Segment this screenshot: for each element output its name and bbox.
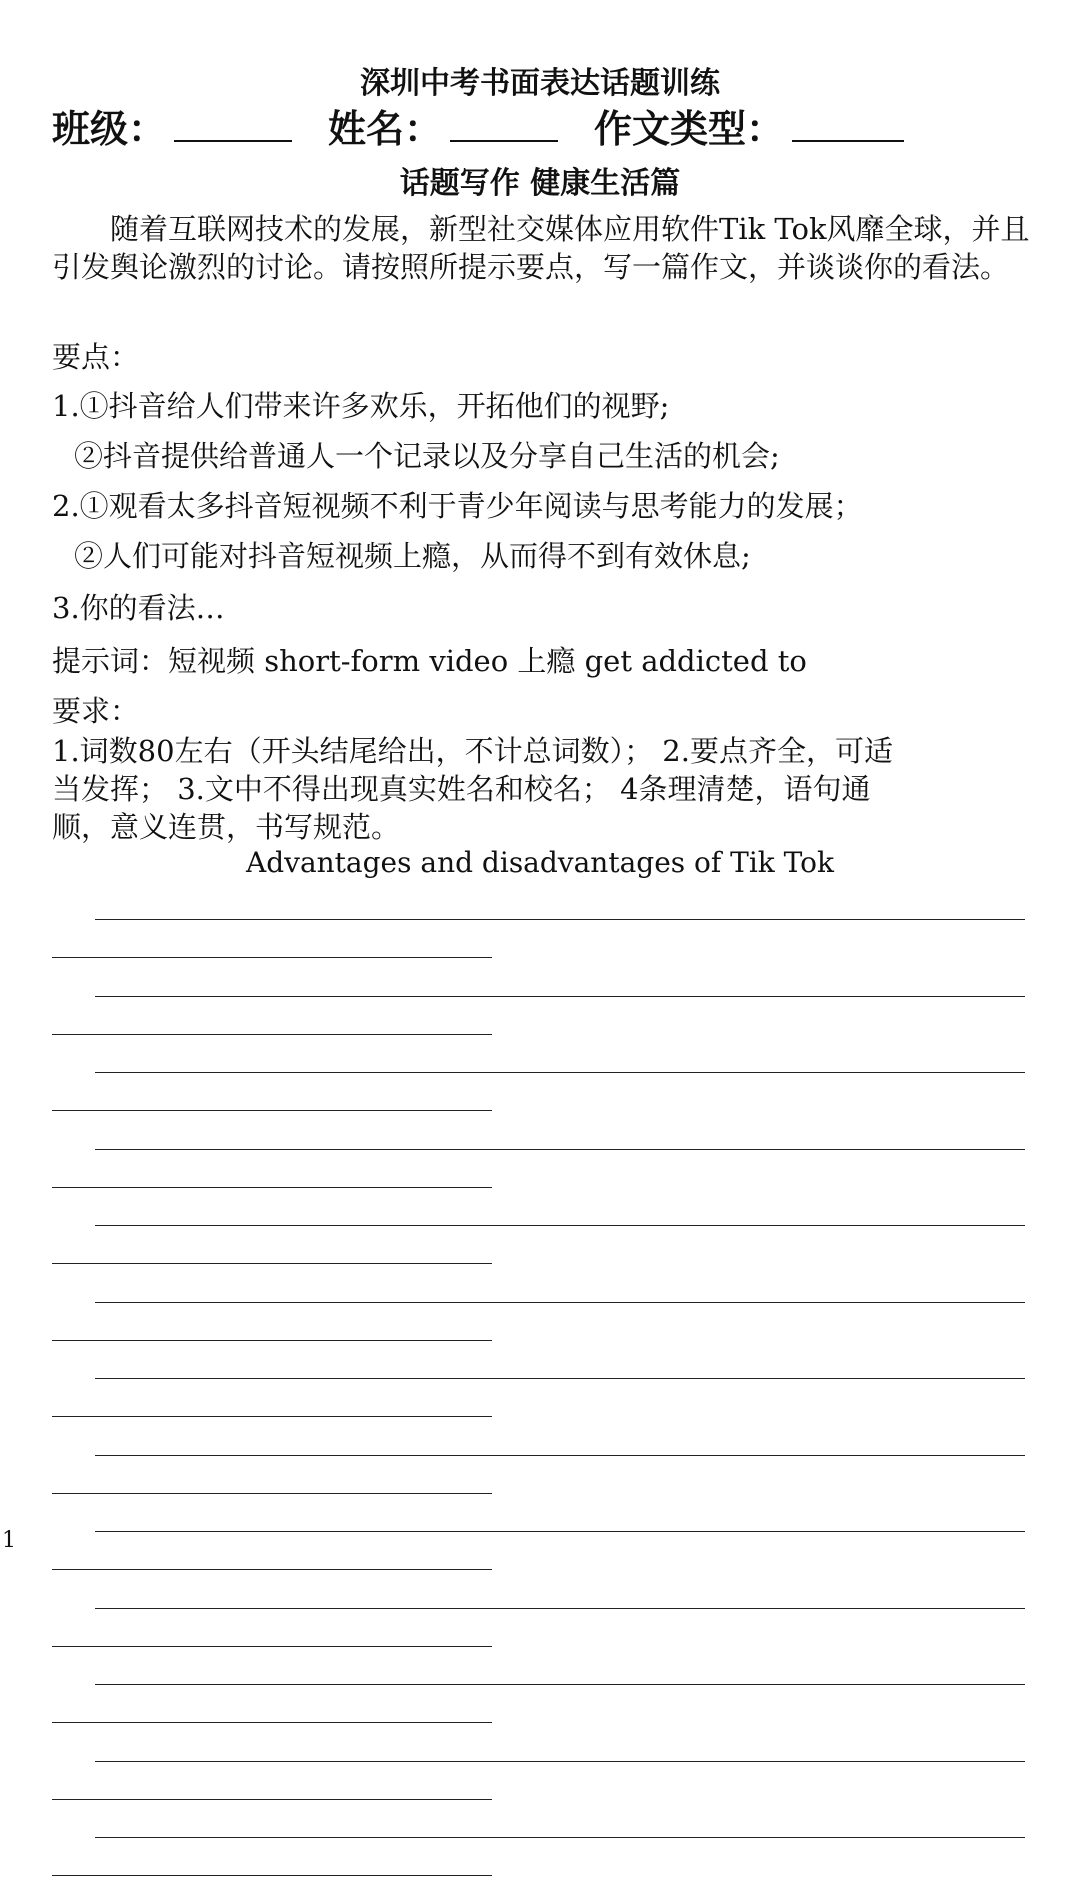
writing-line[interactable] <box>95 1302 1025 1303</box>
writing-line[interactable] <box>95 1225 1025 1226</box>
writing-line-short[interactable] <box>52 1646 492 1647</box>
writing-line-short[interactable] <box>52 1187 492 1188</box>
writing-line-short[interactable] <box>52 1416 492 1417</box>
hint-words: 提示词：短视频 short-form video 上瘾 get addicted to <box>52 644 807 678</box>
essay-title: Advantages and disadvantages of Tik Tok <box>245 846 834 879</box>
point-item: 1.①抖音给人们带来许多欢乐，开拓他们的视野; <box>52 389 670 423</box>
writing-line[interactable] <box>95 1072 1025 1073</box>
writing-line-short[interactable] <box>52 1034 492 1035</box>
class-blank[interactable] <box>174 139 292 142</box>
writing-line-short[interactable] <box>52 1569 492 1570</box>
requirement-line: 1.词数80左右（开头结尾给出，不计总词数）； 2.要点齐全，可适 <box>52 734 893 768</box>
writing-line[interactable] <box>95 996 1025 997</box>
class-label: 班级： <box>52 107 167 151</box>
writing-line-short[interactable] <box>52 1493 492 1494</box>
writing-line[interactable] <box>95 1531 1025 1532</box>
writing-line-short[interactable] <box>52 957 492 958</box>
requirement-line: 顺，意义连贯，书写规范。 <box>52 810 401 844</box>
writing-line[interactable] <box>95 1761 1025 1762</box>
writing-line-short[interactable] <box>52 1263 492 1264</box>
page-number: 1 <box>2 1528 16 1553</box>
writing-line[interactable] <box>95 1378 1025 1379</box>
point-item: 3.你的看法… <box>52 591 225 625</box>
prompt-paragraph: 随着互联网技术的发展，新型社交媒体应用软件Tik Tok风靡全球，并且引发舆论激烈的讨论。请按照所提示要点，写一篇作文，并谈谈你的看法。 <box>52 212 1030 284</box>
writing-line[interactable] <box>95 1455 1025 1456</box>
writing-line-short[interactable] <box>52 1340 492 1341</box>
essay-type-label: 作文类型： <box>594 107 785 151</box>
point-item: ②人们可能对抖音短视频上瘾，从而得不到有效休息; <box>74 539 751 573</box>
student-info-fields <box>52 98 1052 153</box>
points-label: 要点： <box>52 340 140 374</box>
point-item: 2.①观看太多抖音短视频不利于青少年阅读与思考能力的发展； <box>52 489 863 523</box>
requirements-label: 要求： <box>52 694 140 728</box>
section-subtitle: 话题写作 健康生活篇 <box>399 166 681 201</box>
writing-line-short[interactable] <box>52 1799 492 1800</box>
writing-line-short[interactable] <box>52 1722 492 1723</box>
writing-line[interactable] <box>95 1608 1025 1609</box>
writing-line[interactable] <box>95 1149 1025 1150</box>
writing-line-short[interactable] <box>52 1110 492 1111</box>
name-blank[interactable] <box>450 139 558 142</box>
worksheet-title: 深圳中考书面表达话题训练 <box>360 66 720 101</box>
point-item: ②抖音提供给普通人一个记录以及分享自己生活的机会; <box>74 439 780 473</box>
writing-line[interactable] <box>95 919 1025 920</box>
requirement-line: 当发挥； 3.文中不得出现真实姓名和校名； 4条理清楚，语句通 <box>52 772 871 806</box>
writing-line[interactable] <box>95 1684 1025 1685</box>
writing-line-short[interactable] <box>52 1875 492 1876</box>
writing-line[interactable] <box>95 1837 1025 1838</box>
essay-type-blank[interactable] <box>792 139 904 142</box>
name-label: 姓名： <box>328 107 443 151</box>
